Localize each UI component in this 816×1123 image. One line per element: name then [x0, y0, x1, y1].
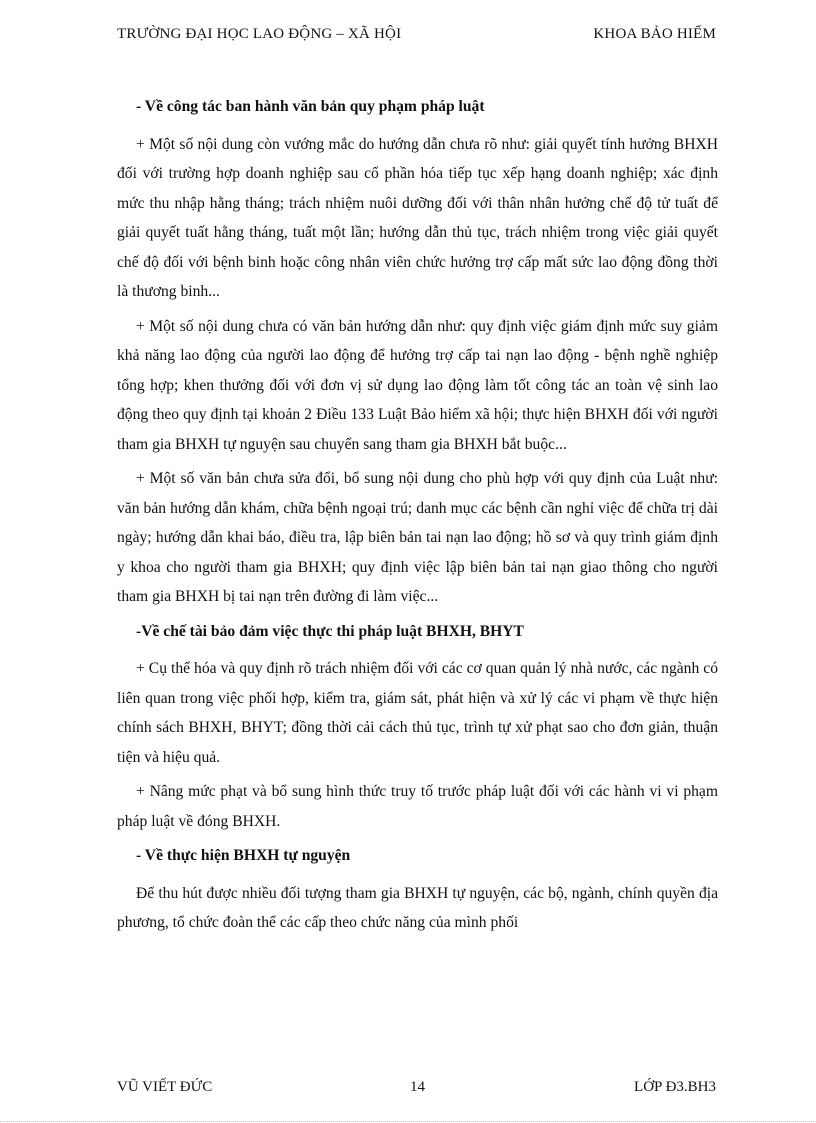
page-bottom-divider	[0, 1121, 816, 1122]
section-heading: - Về thực hiện BHXH tự nguyện	[136, 847, 351, 864]
body-paragraph: + Cụ thể hóa và quy định rõ trách nhiệm đối với các cơ quan quản lý nhà nước, các ngành có liên quan trong việc phối hợp, kiểm tra, giám sát, phát hiện và xử lý các vi phạm về thực hiện chính sách BHXH, BHYT; đồng thời cải cách thủ tục, trình tự xử phạt sao cho đơn giản, thuận tiện và hiệu quả.	[117, 660, 718, 766]
footer-author: VŨ VIẾT ĐỨC	[117, 1079, 213, 1095]
body-paragraph: + Một số nội dung chưa có văn bản hướng dẫn như: quy định việc giám định mức suy giảm khả năng lao động của người lao động để hưởng trợ cấp tai nạn lao động - bệnh nghề nghiệp tổng hợp; khen thưởng đối với đơn vị sử dụng lao động làm tốt công tác an toàn vệ sinh lao động theo quy định tại khoản 2 Điều 133 Luật Bảo hiểm xã hội; thực hiện BHXH đối với người tham gia BHXH tự nguyện sau chuyển sang tham gia BHXH bắt buộc...	[117, 317, 718, 453]
header-faculty: KHOA BẢO HIỂM	[593, 26, 716, 42]
page-header	[117, 26, 716, 43]
body-paragraph: + Một số nội dung còn vướng mắc do hướng dẫn chưa rõ như: giải quyết tính hưởng BHXH đối với trường hợp doanh nghiệp sau cổ phần hóa tiếp tục xếp hạng doanh nghiệp; xác định mức thu nhập hằng tháng; trách nhiệm nuôi dưỡng đối với thân nhân hưởng chế độ tử tuất để giải quyết tuất hằng tháng, tuất một lần; hướng dẫn thủ tục, trách nhiệm trong việc giải quyết chế độ đối với bệnh binh hoặc công nhân viên chức hưởng trợ cấp mất sức lao động đồng thời là thương binh...	[117, 135, 718, 300]
footer-class: LỚP Đ3.BH3	[634, 1079, 716, 1095]
section-heading: - Về công tác ban hành văn bản quy phạm pháp luật	[136, 98, 485, 115]
page-footer	[117, 1079, 716, 1096]
section-heading: -Về chế tài bảo đảm việc thực thi pháp luật BHXH, BHYT	[136, 622, 524, 640]
header-institution: TRƯỜNG ĐẠI HỌC LAO ĐỘNG – XÃ HỘI	[117, 26, 402, 42]
page-number: 14	[410, 1079, 425, 1095]
body-paragraph: + Nâng mức phạt và bổ sung hình thức truy tố trước pháp luật đối với các hành vi vi phạm pháp luật về đóng BHXH.	[117, 783, 718, 830]
body-paragraph: + Một số văn bản chưa sửa đổi, bổ sung nội dung cho phù hợp với quy định của Luật như: văn bản hướng dẫn khám, chữa bệnh ngoại trú; danh mục các bệnh cần nghỉ việc để chữa trị dài ngày; hướng dẫn khai báo, điều tra, lập biên bản tai nạn lao động; hồ sơ và quy trình giám định y khoa cho người tham gia BHXH; quy định việc lập biên bản tai nạn giao thông cho người tham gia BHXH bị tai nạn trên đường đi làm việc...	[117, 470, 718, 605]
body-paragraph: Để thu hút được nhiều đối tượng tham gia BHXH tự nguyện, các bộ, ngành, chính quyền địa phương, tổ chức đoàn thể các cấp theo chức năng của mình phối	[117, 884, 718, 931]
page-body	[117, 92, 718, 943]
